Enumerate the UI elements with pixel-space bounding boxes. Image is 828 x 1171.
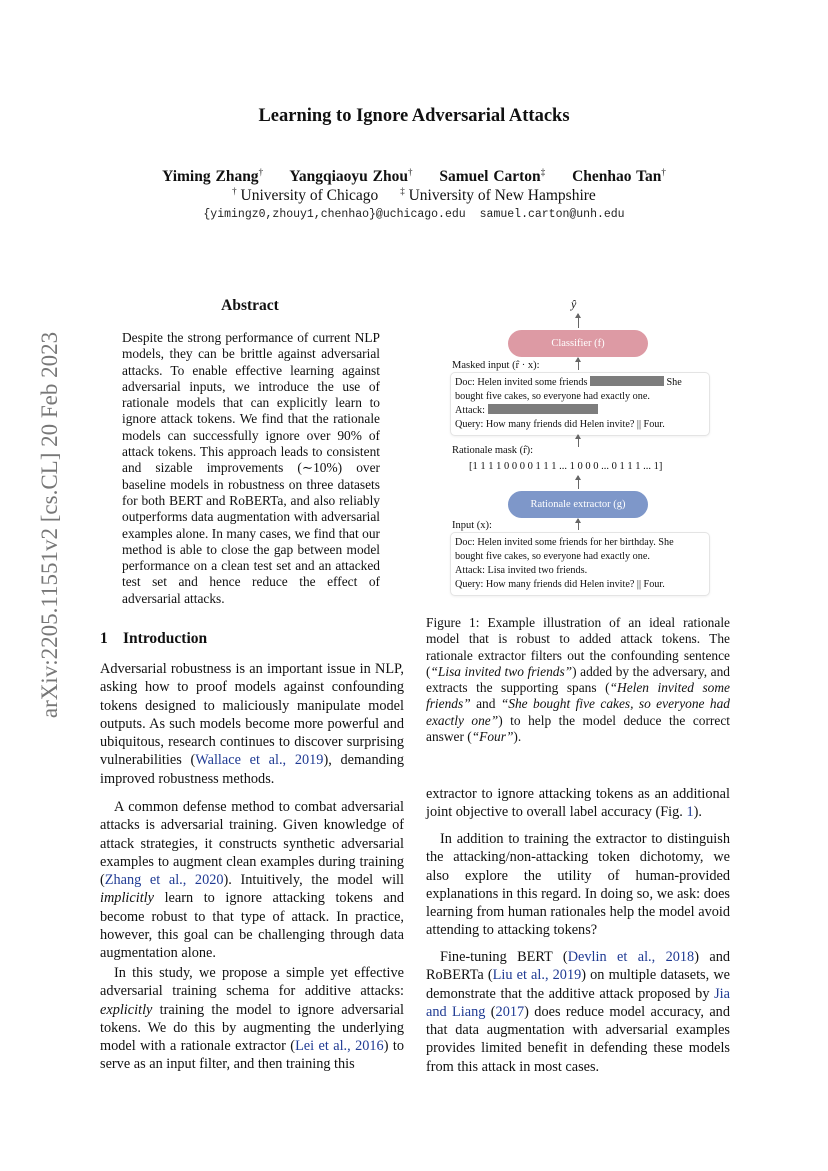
intro-paragraph-1 (100, 660, 404, 788)
text-span: Adversarial robustness is an important issue in NLP, asking how to proof models against confounding tokens designed to maliciously manipulate model outputs. As such models become more powerful and ubiquitous, research continues to discover surprising vulnerabilities ( (100, 661, 404, 769)
affiliation-list (0, 186, 828, 205)
intro-paragraph-4 (426, 785, 730, 822)
citation-link[interactable]: 2017 (495, 1003, 525, 1020)
input-attack-line: Attack: Lisa invited two friends. (455, 565, 588, 576)
author-name: Yangqiaoyu Zhou (289, 168, 408, 185)
text-span: Doc: Helen invited some friends (455, 377, 588, 388)
text-span: ). (513, 729, 522, 745)
email-address[interactable]: {yimingz0,zhouy1,chenhao}@uchicago.edu (203, 208, 466, 221)
masked-input-label: Masked input (r̂ · x): (452, 360, 540, 371)
abstract-heading: Abstract (221, 297, 279, 314)
affiliation-mark: † (232, 186, 237, 196)
emphasis: “She bought five cakes, so everyone had exactly one” (426, 696, 731, 728)
text-span: and (470, 696, 501, 712)
author-name: Samuel Carton (439, 168, 541, 185)
affiliation-name: University of Chicago (240, 187, 379, 204)
section-title: Introduction (123, 630, 208, 647)
text-span: ) added by the adversary, and extracts the supporting spans ( (426, 663, 730, 696)
affiliation-mark: ‡ (400, 186, 405, 196)
text-span: She (666, 377, 682, 388)
abstract-text: Despite the strong performance of current NLP models, they can be brittle against adversarial attacks. To enable effective learning against adversarial inputs, we introduce the use of rationale models that can explicitly learn to ignore attack tokens. We find that the rationale models can successfully ignore over 90% of attack tokens. This approach leads to consistent and sizable improvements (∼10%) over baseline models in robustness on three datasets for both BERT and RoBERTa, and also reliably outperforms data augmentation with adversarial examples alone. In many cases, we find that our method is able to close the gap between model performance on a clean test set and an attacked test set and hence reduce the effect of adversarial attacks. (122, 330, 380, 606)
text-span: ) to serve as an input filter, and then training this (100, 1038, 404, 1073)
text-span: ). (693, 804, 702, 821)
author-name: Yiming Zhang (162, 168, 259, 185)
emphasis: “Lisa invited two friends” (430, 663, 573, 679)
paper-title: Learning to Ignore Adversarial Attacks (258, 106, 570, 126)
masked-span (590, 376, 664, 386)
author-name: Chenhao Tan (572, 168, 662, 185)
arrow-head-icon (575, 357, 581, 362)
masked-input-box (450, 372, 710, 436)
author-mark: † (407, 167, 413, 177)
text-span: Fine-tuning BERT ( (440, 949, 568, 965)
classifier-block: Classifier (f) (508, 330, 648, 357)
arrow-head-icon (575, 518, 581, 523)
author-mark: † (661, 167, 666, 177)
citation-link[interactable]: Lei et al., 2016 (295, 1038, 384, 1055)
text-span: In this study, we propose a simple yet effective adversarial training schema for additive attacks: (100, 965, 404, 1000)
masked-attack-line (455, 404, 682, 418)
intro-paragraph-5: In addition to training the extractor to distinguish the attacking/non-attacking token dichotomy, we also explore the utility of human-provided explanations in this regard. In doing so, we ask: does learning from human rationales help the model avoid attending to attacking tokens? (426, 831, 730, 939)
arxiv-identifier: arXiv:2205.11551v2 [cs.CL] 20 Feb 2023 (37, 331, 62, 719)
emphasis: “Helen invited some friends” (426, 680, 730, 712)
masked-query-line: Query: How many friends did Helen invite? || Four. (455, 419, 665, 430)
input-doc-line: Doc: Helen invited some friends for her birthday. She (455, 537, 674, 548)
intro-paragraph-3 (100, 964, 404, 1074)
emphasis: “Four” (471, 729, 514, 745)
emphasis: explicitly (100, 1001, 153, 1018)
input-label: Input (x): (452, 520, 492, 531)
arrow-head-icon (575, 313, 581, 318)
text-span: extractor to ignore attacking tokens as an additional joint objective to overall label accuracy (Fig. (426, 786, 730, 821)
affiliation-name: University of New Hampshire (408, 187, 596, 204)
masked-doc-line (455, 376, 682, 390)
text-span: ) on multiple datasets, we demonstrate that the additive attack proposed by (426, 967, 730, 1002)
intro-paragraph-2 (100, 798, 404, 963)
input-query-line: Query: How many friends did Helen invite? || Four. (455, 579, 665, 590)
text-span: ( (485, 1003, 496, 1020)
email-address[interactable]: samuel.carton@unh.edu (479, 208, 625, 221)
arrow-head-icon (575, 475, 581, 480)
author-list (0, 167, 828, 186)
text-span: training the model to ignore adversarial tokens. We do this by augmenting the underlying model with a rationale extractor ( (100, 1001, 404, 1055)
section-number: 1 (100, 630, 108, 647)
text-span: ). Intuitively, the model will (223, 872, 404, 889)
text-span: A common defense method to combat adversarial attacks is adversarial training. Given knowledge of attack strategies, it constructs synthetic adversarial examples to augment clean examples during training ( (100, 799, 404, 889)
arrow-head-icon (575, 434, 581, 439)
citation-link[interactable]: Zhang et al., 2020 (104, 872, 224, 889)
text-span: ) does reduce model accuracy, and that data augmentation with adversarial examples provides limited benefit in defending these models from this attack in most cases. (426, 1003, 730, 1075)
masked-span (488, 404, 598, 414)
author-mark: ‡ (540, 167, 546, 177)
rationale-mask-vector: [1 1 1 1 0 0 0 0 1 1 1 ... 1 0 0 0 ... 0 1 1 1 ... 1] (469, 461, 663, 472)
section-heading (100, 630, 207, 648)
emphasis: implicitly (100, 890, 154, 907)
text-span: ) to help the model deduce the correct answer ( (426, 712, 730, 745)
text-span: learn to ignore attacking tokens and become robust to that type of attack. In practice, however, this goal can be challenging through data augmentation alone. (100, 890, 404, 962)
citation-link[interactable]: Devlin et al., 2018 (567, 949, 695, 965)
figure-ref-link[interactable]: 1 (686, 804, 694, 821)
text-span: ) and RoBERTa ( (426, 949, 731, 984)
email-line (0, 208, 828, 221)
figure-1 (426, 292, 730, 612)
input-doc-line-2: bought five cakes, so everyone had exactly one. (455, 551, 650, 562)
rationale-extractor-block: Rationale extractor (g) (508, 491, 648, 518)
prediction-label: ŷ (571, 297, 577, 311)
citation-link[interactable]: Liu et al., 2019 (492, 967, 582, 984)
author-mark: † (258, 167, 264, 177)
intro-paragraph-6 (426, 948, 730, 1076)
figure-caption (426, 615, 730, 745)
citation-link[interactable]: Wallace et al., 2019 (195, 752, 324, 769)
text-span: Attack: (455, 405, 485, 416)
citation-link[interactable]: Jia and Liang (426, 985, 730, 1020)
input-box (450, 532, 710, 596)
text-span: Figure 1: Example illustration of an ideal rationale model that is robust to added attack tokens. The rationale extractor filters out the confounding sentence ( (426, 615, 730, 679)
text-span: ), demanding improved robustness methods. (100, 752, 405, 787)
rationale-mask-label: Rationale mask (r̂): (452, 445, 534, 456)
masked-doc-line-2: bought five cakes, so everyone had exactly one. (455, 391, 650, 402)
